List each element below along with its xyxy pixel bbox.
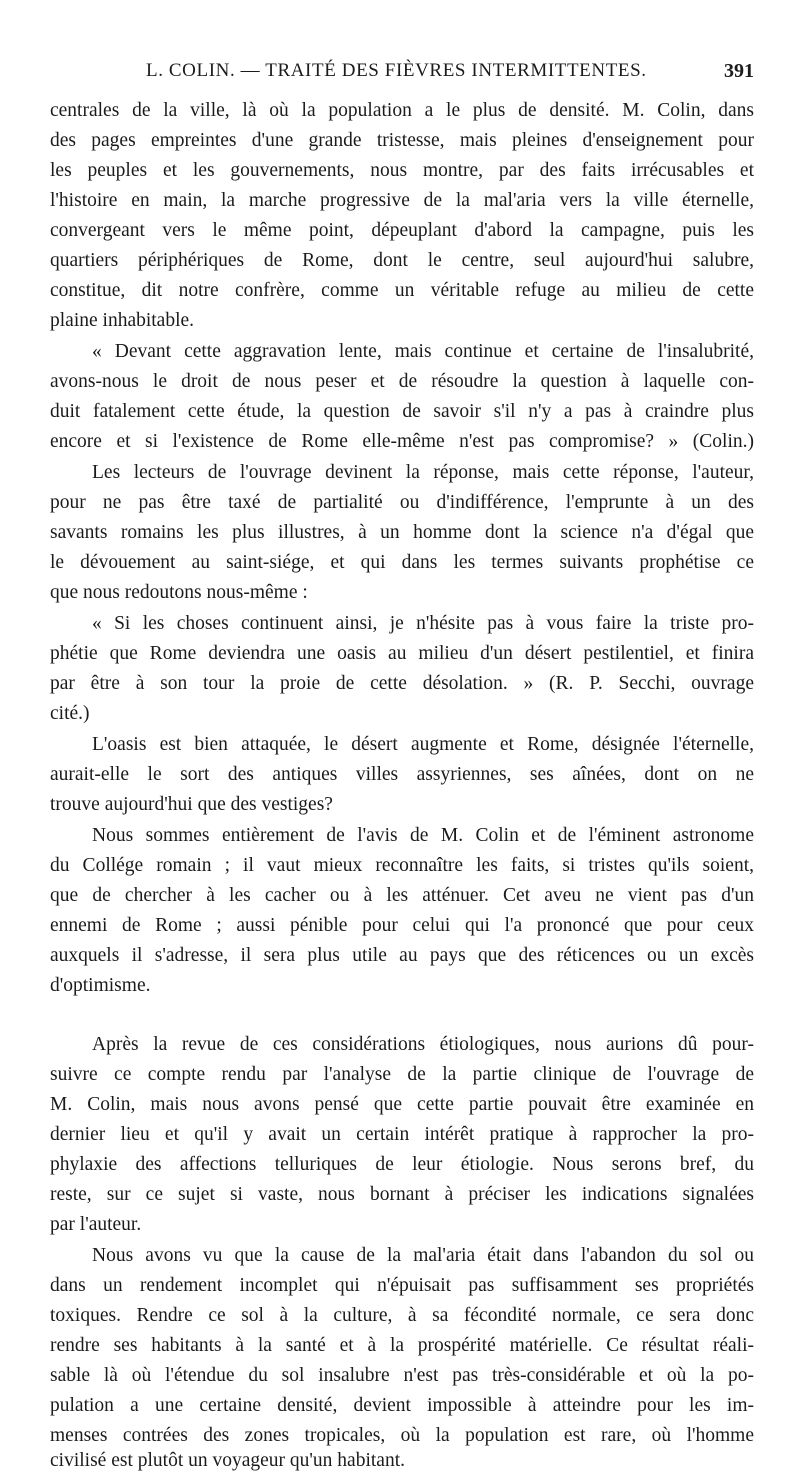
text-line: dans un rendement incomplet qui n'épuisait pas suffisamment ses propriétés: [50, 1275, 754, 1296]
text-line: duit fatalement cette étude, la question de savoir s'il n'y a pas à craindre plus: [50, 401, 754, 422]
running-title: L. COLIN. — TRAITÉ DES FIÈVRES INTERMITTENTES.: [146, 60, 647, 81]
text-line: menses contrées des zones tropicales, où la population est rare, où l'homme: [50, 1425, 754, 1446]
text-line: du Collége romain ; il vaut mieux reconnaître les faits, si tristes qu'ils soient,: [50, 855, 754, 876]
text-line: par l'auteur.: [50, 1214, 142, 1235]
text-line: Après la revue de ces considérations étiologiques, nous aurions dû pour-: [92, 1034, 754, 1055]
text-line: M. Colin, mais nous avons pensé que cette partie pouvait être examinée en: [50, 1094, 754, 1115]
text-line: des pages empreintes d'une grande tristesse, mais pleines d'enseignement pour: [50, 130, 754, 151]
text-line: L'oasis est bien attaquée, le désert augmente et Rome, désignée l'éternelle,: [92, 734, 754, 755]
text-line: l'histoire en main, la marche progressive de la mal'aria vers la ville éternelle,: [50, 190, 754, 211]
text-line: phétie que Rome deviendra une oasis au milieu d'un désert pestilentiel, et finira: [50, 643, 754, 664]
text-line: par être à son tour la proie de cette désolation. » (R. P. Secchi, ouvrage: [50, 673, 754, 694]
text-line: constitue, dit notre confrère, comme un véritable refuge au milieu de cette: [50, 280, 754, 301]
text-line: auxquels il s'adresse, il sera plus utile au pays que des réticences ou un excès: [50, 945, 754, 966]
text-line: Les lecteurs de l'ouvrage devinent la réponse, mais cette réponse, l'auteur,: [92, 462, 754, 483]
page-number: 391: [724, 60, 754, 82]
text-line: le dévouement au saint-siége, et qui dans les termes suivants prophétise ce: [50, 552, 754, 573]
text-line: « Devant cette aggravation lente, mais continue et certaine de l'insalubrité,: [92, 341, 754, 362]
text-line: ennemi de Rome ; aussi pénible pour celui qui l'a prononcé que pour ceux: [50, 915, 754, 936]
text-line: Nous sommes entièrement de l'avis de M. Colin et de l'éminent astronome: [92, 825, 754, 846]
text-line: quartiers périphériques de Rome, dont le centre, seul aujourd'hui salubre,: [50, 250, 754, 271]
text-line: civilisé est plutôt un voyageur qu'un habitant.: [50, 1451, 405, 1471]
text-line: toxiques. Rendre ce sol à la culture, à sa fécondité normale, ce sera donc: [50, 1305, 754, 1326]
text-line: aurait-elle le sort des antiques villes assyriennes, ses aînées, dont on ne: [50, 764, 754, 785]
text-line: dernier lieu et qu'il y avait un certain intérêt pratique à rapprocher la pro-: [50, 1124, 754, 1145]
text-line: encore et si l'existence de Rome elle-même n'est pas compromise? » (Colin.): [50, 431, 754, 452]
text-line: reste, sur ce sujet si vaste, nous bornant à préciser les indications signalées: [50, 1184, 754, 1205]
text-line: les peuples et les gouvernements, nous montre, par des faits irrécusables et: [50, 160, 754, 181]
text-line: que nous redoutons nous-même :: [50, 582, 308, 603]
text-line: convergeant vers le même point, dépeuplant d'abord la campagne, puis les: [50, 220, 754, 241]
text-line: plaine inhabitable.: [50, 310, 195, 331]
text-line: avons-nous le droit de nous peser et de résoudre la question à laquelle con-: [50, 371, 754, 392]
text-line: sable là où l'étendue du sol insalubre n'est pas très-considérable et où la po-: [50, 1365, 754, 1386]
text-line: cité.): [50, 703, 90, 724]
text-line: savants romains les plus illustres, à un homme dont la science n'a d'égal que: [50, 522, 754, 543]
text-line: pour ne pas être taxé de partialité ou d'indifférence, l'emprunte à un des: [50, 492, 754, 513]
text-line: centrales de la ville, là où la population a le plus de densité. M. Colin, dans: [50, 100, 754, 121]
text-line: rendre ses habitants à la santé et à la prospérité matérielle. Ce résultat réali-: [50, 1335, 754, 1356]
text-line: pulation a une certaine densité, devient impossible à atteindre pour les im-: [50, 1395, 754, 1416]
text-line: « Si les choses continuent ainsi, je n'hésite pas à vous faire la triste pro-: [92, 613, 754, 634]
text-line: trouve aujourd'hui que des vestiges?: [50, 794, 333, 815]
running-header: [68, 60, 754, 88]
text-line: phylaxie des affections telluriques de leur étiologie. Nous serons bref, du: [50, 1154, 754, 1175]
text-line: d'optimisme.: [50, 975, 151, 996]
text-line: suivre ce compte rendu par l'analyse de la partie clinique de l'ouvrage de: [50, 1064, 754, 1085]
text-line: Nous avons vu que la cause de la mal'aria était dans l'abandon du sol ou: [92, 1245, 754, 1266]
text-line: que de chercher à les cacher ou à les atténuer. Cet aveu ne vient pas d'un: [50, 885, 754, 906]
